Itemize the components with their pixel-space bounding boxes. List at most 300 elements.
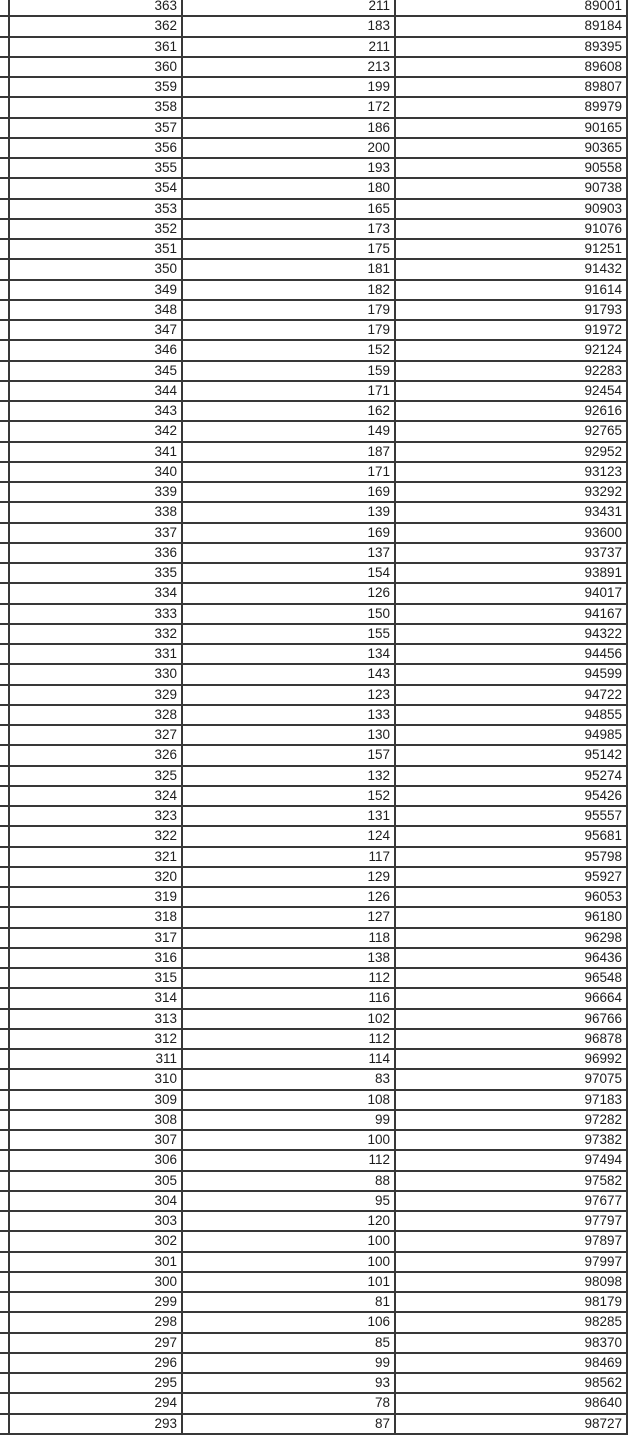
count-cell: 187 bbox=[183, 443, 396, 461]
score-cell: 345 bbox=[10, 362, 183, 380]
count-cell: 106 bbox=[183, 1313, 396, 1331]
table-row bbox=[0, 240, 628, 260]
table-row bbox=[0, 98, 628, 118]
cumulative-cell: 92283 bbox=[396, 362, 628, 380]
count-cell: 213 bbox=[183, 58, 396, 76]
score-cell: 339 bbox=[10, 483, 183, 501]
cumulative-cell: 98469 bbox=[396, 1354, 628, 1372]
count-cell: 78 bbox=[183, 1394, 396, 1412]
score-cell: 358 bbox=[10, 98, 183, 116]
table-row bbox=[0, 665, 628, 685]
left-clipped-cell bbox=[0, 58, 10, 76]
count-cell: 100 bbox=[183, 1253, 396, 1271]
score-cell: 301 bbox=[10, 1253, 183, 1271]
left-clipped-cell bbox=[0, 868, 10, 886]
cumulative-cell: 89001 bbox=[396, 0, 628, 15]
count-cell: 133 bbox=[183, 706, 396, 724]
table-row bbox=[0, 1293, 628, 1313]
cumulative-cell: 89979 bbox=[396, 98, 628, 116]
table-row bbox=[0, 260, 628, 280]
table-row bbox=[0, 179, 628, 199]
score-cell: 362 bbox=[10, 17, 183, 35]
table-row bbox=[0, 1131, 628, 1151]
cumulative-cell: 98640 bbox=[396, 1394, 628, 1412]
count-cell: 118 bbox=[183, 929, 396, 947]
left-clipped-cell bbox=[0, 1070, 10, 1088]
left-clipped-cell bbox=[0, 1415, 10, 1433]
left-clipped-cell bbox=[0, 1151, 10, 1169]
table-row bbox=[0, 443, 628, 463]
left-clipped-cell bbox=[0, 1010, 10, 1028]
left-clipped-cell bbox=[0, 1091, 10, 1109]
left-clipped-cell bbox=[0, 584, 10, 602]
count-cell: 126 bbox=[183, 888, 396, 906]
cumulative-cell: 97075 bbox=[396, 1070, 628, 1088]
left-clipped-cell bbox=[0, 98, 10, 116]
table-row bbox=[0, 220, 628, 240]
table-row bbox=[0, 1091, 628, 1111]
count-cell: 120 bbox=[183, 1212, 396, 1230]
left-clipped-cell bbox=[0, 1131, 10, 1149]
table-row bbox=[0, 483, 628, 503]
left-clipped-cell bbox=[0, 1374, 10, 1392]
left-clipped-cell bbox=[0, 746, 10, 764]
cumulative-cell: 95426 bbox=[396, 787, 628, 805]
left-clipped-cell bbox=[0, 1313, 10, 1331]
table-row bbox=[0, 78, 628, 98]
cumulative-cell: 97897 bbox=[396, 1232, 628, 1250]
count-cell: 100 bbox=[183, 1232, 396, 1250]
score-cell: 347 bbox=[10, 321, 183, 339]
table-row bbox=[0, 524, 628, 544]
table-row bbox=[0, 949, 628, 969]
count-cell: 169 bbox=[183, 483, 396, 501]
count-cell: 99 bbox=[183, 1354, 396, 1372]
score-cell: 321 bbox=[10, 848, 183, 866]
cumulative-cell: 93737 bbox=[396, 544, 628, 562]
left-clipped-cell bbox=[0, 0, 10, 15]
cumulative-cell: 90903 bbox=[396, 200, 628, 218]
score-cell: 320 bbox=[10, 868, 183, 886]
cumulative-cell: 94599 bbox=[396, 665, 628, 683]
count-cell: 93 bbox=[183, 1374, 396, 1392]
left-clipped-cell bbox=[0, 544, 10, 562]
count-cell: 171 bbox=[183, 382, 396, 400]
table-row bbox=[0, 645, 628, 665]
table-row bbox=[0, 1050, 628, 1070]
count-cell: 157 bbox=[183, 746, 396, 764]
count-cell: 180 bbox=[183, 179, 396, 197]
score-cell: 349 bbox=[10, 281, 183, 299]
cumulative-cell: 93891 bbox=[396, 564, 628, 582]
cumulative-cell: 89807 bbox=[396, 78, 628, 96]
count-cell: 101 bbox=[183, 1273, 396, 1291]
left-clipped-cell bbox=[0, 1232, 10, 1250]
left-clipped-cell bbox=[0, 1354, 10, 1372]
score-cell: 354 bbox=[10, 179, 183, 197]
count-cell: 112 bbox=[183, 1030, 396, 1048]
left-clipped-cell bbox=[0, 17, 10, 35]
table-row bbox=[0, 362, 628, 382]
table-row bbox=[0, 584, 628, 604]
count-cell: 131 bbox=[183, 807, 396, 825]
count-cell: 181 bbox=[183, 260, 396, 278]
cumulative-cell: 96878 bbox=[396, 1030, 628, 1048]
table-row bbox=[0, 969, 628, 989]
left-clipped-cell bbox=[0, 443, 10, 461]
count-cell: 143 bbox=[183, 665, 396, 683]
left-clipped-cell bbox=[0, 1050, 10, 1068]
score-cell: 338 bbox=[10, 503, 183, 521]
count-cell: 139 bbox=[183, 503, 396, 521]
score-cell: 317 bbox=[10, 929, 183, 947]
table-row bbox=[0, 1313, 628, 1333]
score-cell: 313 bbox=[10, 1010, 183, 1028]
table-row bbox=[0, 625, 628, 645]
count-cell: 152 bbox=[183, 787, 396, 805]
cumulative-cell: 94017 bbox=[396, 584, 628, 602]
cumulative-cell: 96992 bbox=[396, 1050, 628, 1068]
table-row bbox=[0, 1394, 628, 1414]
cumulative-cell: 91614 bbox=[396, 281, 628, 299]
table-row bbox=[0, 281, 628, 301]
left-clipped-cell bbox=[0, 1212, 10, 1230]
left-clipped-cell bbox=[0, 341, 10, 359]
count-cell: 87 bbox=[183, 1415, 396, 1433]
table-row bbox=[0, 989, 628, 1009]
score-cell: 296 bbox=[10, 1354, 183, 1372]
score-cell: 348 bbox=[10, 301, 183, 319]
cumulative-cell: 90365 bbox=[396, 139, 628, 157]
score-cell: 330 bbox=[10, 665, 183, 683]
left-clipped-cell bbox=[0, 564, 10, 582]
left-clipped-cell bbox=[0, 483, 10, 501]
cumulative-cell: 96298 bbox=[396, 929, 628, 947]
count-cell: 155 bbox=[183, 625, 396, 643]
left-clipped-cell bbox=[0, 463, 10, 481]
table-row bbox=[0, 301, 628, 321]
cumulative-cell: 91251 bbox=[396, 240, 628, 258]
left-clipped-cell bbox=[0, 726, 10, 744]
table-row bbox=[0, 1374, 628, 1394]
cumulative-cell: 93292 bbox=[396, 483, 628, 501]
cumulative-cell: 92952 bbox=[396, 443, 628, 461]
count-cell: 175 bbox=[183, 240, 396, 258]
score-cell: 312 bbox=[10, 1030, 183, 1048]
table-row bbox=[0, 848, 628, 868]
score-cell: 350 bbox=[10, 260, 183, 278]
score-cell: 326 bbox=[10, 746, 183, 764]
score-cell: 299 bbox=[10, 1293, 183, 1311]
cumulative-cell: 97582 bbox=[396, 1172, 628, 1190]
left-clipped-cell bbox=[0, 159, 10, 177]
cumulative-cell: 94722 bbox=[396, 686, 628, 704]
left-clipped-cell bbox=[0, 605, 10, 623]
score-cell: 355 bbox=[10, 159, 183, 177]
cumulative-cell: 97494 bbox=[396, 1151, 628, 1169]
score-cell: 315 bbox=[10, 969, 183, 987]
score-cell: 295 bbox=[10, 1374, 183, 1392]
left-clipped-cell bbox=[0, 38, 10, 56]
cumulative-cell: 97677 bbox=[396, 1192, 628, 1210]
left-clipped-cell bbox=[0, 665, 10, 683]
left-clipped-cell bbox=[0, 422, 10, 440]
cumulative-cell: 97282 bbox=[396, 1111, 628, 1129]
table-row bbox=[0, 827, 628, 847]
count-cell: 193 bbox=[183, 159, 396, 177]
left-clipped-cell bbox=[0, 1111, 10, 1129]
cumulative-cell: 89395 bbox=[396, 38, 628, 56]
count-cell: 159 bbox=[183, 362, 396, 380]
left-clipped-cell bbox=[0, 139, 10, 157]
left-clipped-cell bbox=[0, 686, 10, 704]
table-row bbox=[0, 929, 628, 949]
count-cell: 211 bbox=[183, 0, 396, 15]
left-clipped-cell bbox=[0, 908, 10, 926]
count-cell: 173 bbox=[183, 220, 396, 238]
left-clipped-cell bbox=[0, 402, 10, 420]
score-cell: 300 bbox=[10, 1273, 183, 1291]
cumulative-cell: 89184 bbox=[396, 17, 628, 35]
table-row bbox=[0, 787, 628, 807]
table-row bbox=[0, 1172, 628, 1192]
count-cell: 130 bbox=[183, 726, 396, 744]
cumulative-cell: 95798 bbox=[396, 848, 628, 866]
table-row bbox=[0, 564, 628, 584]
count-cell: 137 bbox=[183, 544, 396, 562]
left-clipped-cell bbox=[0, 1293, 10, 1311]
cumulative-cell: 97183 bbox=[396, 1091, 628, 1109]
cumulative-cell: 98370 bbox=[396, 1334, 628, 1352]
cumulative-cell: 98098 bbox=[396, 1273, 628, 1291]
cumulative-cell: 92124 bbox=[396, 341, 628, 359]
table-row bbox=[0, 382, 628, 402]
table-row bbox=[0, 200, 628, 220]
count-cell: 200 bbox=[183, 139, 396, 157]
count-cell: 129 bbox=[183, 868, 396, 886]
cumulative-cell: 98285 bbox=[396, 1313, 628, 1331]
table-row bbox=[0, 17, 628, 37]
cumulative-cell: 96548 bbox=[396, 969, 628, 987]
table-row bbox=[0, 1334, 628, 1354]
cumulative-cell: 95274 bbox=[396, 767, 628, 785]
table-row bbox=[0, 1354, 628, 1374]
count-cell: 124 bbox=[183, 827, 396, 845]
count-cell: 116 bbox=[183, 989, 396, 1007]
count-cell: 138 bbox=[183, 949, 396, 967]
count-cell: 211 bbox=[183, 38, 396, 56]
left-clipped-cell bbox=[0, 1334, 10, 1352]
cumulative-cell: 97997 bbox=[396, 1253, 628, 1271]
score-cell: 337 bbox=[10, 524, 183, 542]
cumulative-cell: 90738 bbox=[396, 179, 628, 197]
left-clipped-cell bbox=[0, 969, 10, 987]
left-clipped-cell bbox=[0, 119, 10, 137]
table-row bbox=[0, 807, 628, 827]
score-cell: 307 bbox=[10, 1131, 183, 1149]
score-cell: 327 bbox=[10, 726, 183, 744]
count-cell: 150 bbox=[183, 605, 396, 623]
count-cell: 112 bbox=[183, 1151, 396, 1169]
cumulative-cell: 96766 bbox=[396, 1010, 628, 1028]
left-clipped-cell bbox=[0, 260, 10, 278]
table-row bbox=[0, 341, 628, 361]
score-cell: 297 bbox=[10, 1334, 183, 1352]
table-row bbox=[0, 1192, 628, 1212]
left-clipped-cell bbox=[0, 1394, 10, 1412]
table-row bbox=[0, 119, 628, 139]
score-cell: 344 bbox=[10, 382, 183, 400]
count-cell: 154 bbox=[183, 564, 396, 582]
left-clipped-cell bbox=[0, 848, 10, 866]
cumulative-cell: 98562 bbox=[396, 1374, 628, 1392]
left-clipped-cell bbox=[0, 767, 10, 785]
score-cell: 353 bbox=[10, 200, 183, 218]
count-cell: 171 bbox=[183, 463, 396, 481]
score-cell: 319 bbox=[10, 888, 183, 906]
score-cell: 308 bbox=[10, 1111, 183, 1129]
count-cell: 162 bbox=[183, 402, 396, 420]
score-cell: 332 bbox=[10, 625, 183, 643]
cumulative-cell: 89608 bbox=[396, 58, 628, 76]
cumulative-cell: 91793 bbox=[396, 301, 628, 319]
table-row bbox=[0, 0, 628, 17]
left-clipped-cell bbox=[0, 240, 10, 258]
count-cell: 108 bbox=[183, 1091, 396, 1109]
left-clipped-cell bbox=[0, 1273, 10, 1291]
count-cell: 88 bbox=[183, 1172, 396, 1190]
table-row bbox=[0, 139, 628, 159]
cumulative-cell: 94855 bbox=[396, 706, 628, 724]
count-cell: 114 bbox=[183, 1050, 396, 1068]
left-clipped-cell bbox=[0, 382, 10, 400]
cumulative-cell: 95142 bbox=[396, 746, 628, 764]
table-row bbox=[0, 868, 628, 888]
left-clipped-cell bbox=[0, 321, 10, 339]
cumulative-cell: 91076 bbox=[396, 220, 628, 238]
table-row bbox=[0, 1415, 628, 1435]
table-row bbox=[0, 463, 628, 483]
cumulative-cell: 96664 bbox=[396, 989, 628, 1007]
cumulative-cell: 95557 bbox=[396, 807, 628, 825]
left-clipped-cell bbox=[0, 645, 10, 663]
score-cell: 359 bbox=[10, 78, 183, 96]
score-cell: 352 bbox=[10, 220, 183, 238]
score-cell: 342 bbox=[10, 422, 183, 440]
score-cell: 302 bbox=[10, 1232, 183, 1250]
score-cell: 294 bbox=[10, 1394, 183, 1412]
count-cell: 134 bbox=[183, 645, 396, 663]
cumulative-cell: 92616 bbox=[396, 402, 628, 420]
left-clipped-cell bbox=[0, 989, 10, 1007]
left-clipped-cell bbox=[0, 888, 10, 906]
score-cell: 361 bbox=[10, 38, 183, 56]
table-row bbox=[0, 1273, 628, 1293]
count-cell: 199 bbox=[183, 78, 396, 96]
cumulative-cell: 96053 bbox=[396, 888, 628, 906]
count-cell: 152 bbox=[183, 341, 396, 359]
cumulative-cell: 93600 bbox=[396, 524, 628, 542]
count-cell: 83 bbox=[183, 1070, 396, 1088]
count-cell: 85 bbox=[183, 1334, 396, 1352]
count-cell: 183 bbox=[183, 17, 396, 35]
table-row bbox=[0, 58, 628, 78]
count-cell: 165 bbox=[183, 200, 396, 218]
count-cell: 169 bbox=[183, 524, 396, 542]
count-cell: 179 bbox=[183, 321, 396, 339]
left-clipped-cell bbox=[0, 503, 10, 521]
cumulative-cell: 90558 bbox=[396, 159, 628, 177]
count-cell: 95 bbox=[183, 1192, 396, 1210]
cumulative-cell: 91432 bbox=[396, 260, 628, 278]
score-cell: 304 bbox=[10, 1192, 183, 1210]
score-cell: 334 bbox=[10, 584, 183, 602]
cumulative-cell: 98727 bbox=[396, 1415, 628, 1433]
count-cell: 182 bbox=[183, 281, 396, 299]
score-cell: 356 bbox=[10, 139, 183, 157]
table-row bbox=[0, 38, 628, 58]
cumulative-cell: 95681 bbox=[396, 827, 628, 845]
table-row bbox=[0, 1212, 628, 1232]
left-clipped-cell bbox=[0, 625, 10, 643]
count-cell: 127 bbox=[183, 908, 396, 926]
left-clipped-cell bbox=[0, 524, 10, 542]
count-cell: 179 bbox=[183, 301, 396, 319]
score-cell: 351 bbox=[10, 240, 183, 258]
cumulative-cell: 95927 bbox=[396, 868, 628, 886]
score-cell: 314 bbox=[10, 989, 183, 1007]
count-cell: 112 bbox=[183, 969, 396, 987]
table-row bbox=[0, 726, 628, 746]
count-cell: 102 bbox=[183, 1010, 396, 1028]
count-cell: 117 bbox=[183, 848, 396, 866]
table-row bbox=[0, 422, 628, 442]
count-cell: 99 bbox=[183, 1111, 396, 1129]
score-cell: 357 bbox=[10, 119, 183, 137]
cumulative-cell: 91972 bbox=[396, 321, 628, 339]
cumulative-cell: 90165 bbox=[396, 119, 628, 137]
table-row bbox=[0, 686, 628, 706]
score-cell: 316 bbox=[10, 949, 183, 967]
table-row bbox=[0, 767, 628, 787]
left-clipped-cell bbox=[0, 827, 10, 845]
score-cell: 324 bbox=[10, 787, 183, 805]
left-clipped-cell bbox=[0, 281, 10, 299]
table-row bbox=[0, 908, 628, 928]
score-cell: 331 bbox=[10, 645, 183, 663]
left-clipped-cell bbox=[0, 787, 10, 805]
left-clipped-cell bbox=[0, 1030, 10, 1048]
score-cell: 306 bbox=[10, 1151, 183, 1169]
cumulative-cell: 94322 bbox=[396, 625, 628, 643]
table-row bbox=[0, 321, 628, 341]
left-clipped-cell bbox=[0, 1192, 10, 1210]
table-row bbox=[0, 1151, 628, 1171]
score-cell: 360 bbox=[10, 58, 183, 76]
table-row bbox=[0, 888, 628, 908]
cumulative-cell: 92765 bbox=[396, 422, 628, 440]
score-cell: 336 bbox=[10, 544, 183, 562]
left-clipped-cell bbox=[0, 929, 10, 947]
cumulative-cell: 92454 bbox=[396, 382, 628, 400]
left-clipped-cell bbox=[0, 362, 10, 380]
table-row bbox=[0, 746, 628, 766]
table-row bbox=[0, 605, 628, 625]
score-cell: 298 bbox=[10, 1313, 183, 1331]
table-row bbox=[0, 1030, 628, 1050]
cumulative-cell: 94456 bbox=[396, 645, 628, 663]
table-row bbox=[0, 159, 628, 179]
